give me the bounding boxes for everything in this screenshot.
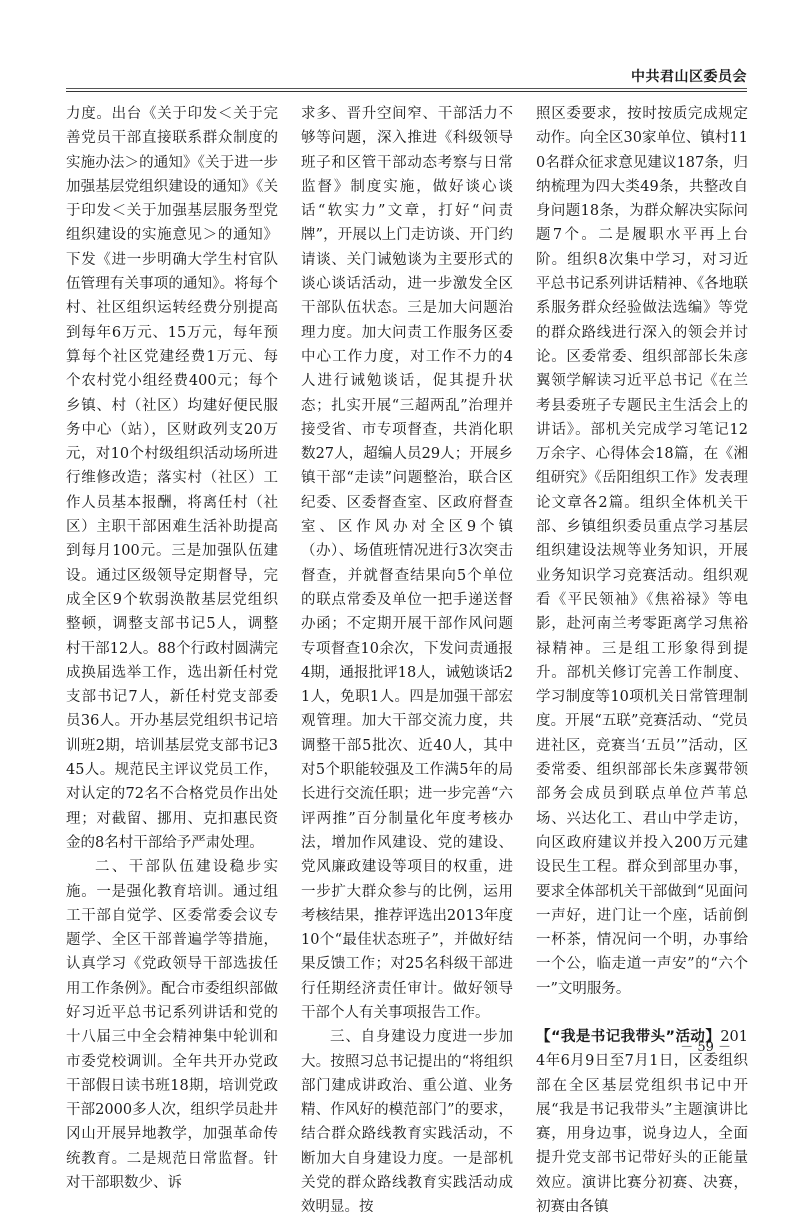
column-2 <box>301 102 513 1216</box>
paragraph: 照区委要求，按时按质完成规定动作。向全区30家单位、镇村110名群众征求意见建议187条，归纳梳理为四大类49条，共整改自身问题18条，为群众解决实际问题7个。二是履职水平再上台阶。组织8次集中学习，对习近平总书记系列讲话精神、《各地联系服务群众经验做法选编》等党的群众路线进行深入的领会并讨论。区委常委、组织部部长朱彦翼领学解读习近平总书记《在兰考县委班子专题民主生活会上的讲话》。部机关完成学习笔记12万余字、心得体会18篇，在《湘组研究》《岳阳组织工作》发表理论文章各2篇。组织全体机关干部、乡镇组织委员重点学习基层组织建设法规等业务知识，开展业务知识学习竞赛活动。组织观看《平民领袖》《焦裕禄》等电影，赴河南兰考零距离学习焦裕禄精神。三是组工形象得到提升。部机关修订完善工作制度、学习制度等10项机关日常管理制度。开展“五联”竞赛活动、“党员进社区，竞赛当‘五员’”活动，区委常委、组织部部长朱彦翼带领部务会成员到联点单位芦苇总场、兴达化工、君山中学走访，向区政府建议并投入200万元建设民生工程。群众到部里办事，要求全体部机关干部做到“见面问一声好，进门让一个座，话前倒一杯茶，情况问一个明，办事给一个公，临走道一声安”的“六个一”文明服务。 <box>536 106 748 997</box>
column-1 <box>66 102 278 1192</box>
section-heading: 【“我是书记我带头”活动】 <box>536 1028 721 1045</box>
paragraph: 二、干部队伍建设稳步实施。一是强化教育培训。通过组工干部自觉学、区委常委会议专题学、全区干部普遍学等措施，认真学习《党政领导干部选拔任用工作条例》。配合市委组织部做好习近平总书记系列讲话和党的十八届三中全会精神集中轮训和市委党校调训。全年共开办党政干部假日读书班18期，培训党政干部2000多人次，组织学员赴井冈山开展异地教学，加强革命传统教育。二是规范日常监督。针对干部职数少、诉 <box>66 859 278 1192</box>
header-thin-rule <box>66 88 747 89</box>
running-header <box>66 62 747 92</box>
header-rule <box>66 91 747 92</box>
paragraph: 三、自身建设力度进一步加大。按照习总书记提出的“将组织部门建成讲政治、重公道、业务精、作风好的模范部门”的要求，结合群众路线教育实践活动，不断加大自身建设力度。一是部机关党的群众路线教育实践活动成效明显。按 <box>301 1029 513 1216</box>
paragraph: 求多、晋升空间窄、干部活力不够等问题，深入推进《科级领导班子和区管干部动态考察与日常监督》制度实施，做好谈心谈话“软实力”文章，打好“问责牌”，开展以上门走访谈、开门约请谈、关门诫勉谈为主要形式的谈心谈话活动，进一步激发全区干部队伍状态。三是加大问题治理力度。加大问责工作服务区委中心工作力度，对工作不力的4人进行诫勉谈话，促其提升状态；扎实开展“三超两乱”治理并接受省、市专项督查，共消化职数27人，超编人员29人；开展乡镇干部“走读”问题整治，联合区纪委、区委督查室、区政府督查室、区作风办对全区9个镇（办）、场值班情况进行3次突击督查，并就督查结果向5个单位的联点常委及单位一把手递送督办函；不定期开展干部作风问题专项督查10余次，下发问责通报4期，通报批评18人，诫勉谈话21人，免职1人。四是加强干部宏观管理。加大干部交流力度，共调整干部5批次、近40人，其中对5个职能较强及工作满5年的局长进行交流任职；进一步完善“六评两推”百分制量化年度考核办法，增加作风建设、党的建设、党风廉政建设等项目的权重，进一步扩大群众参与的比例，运用考核结果，推荐评选出2013年度10个“最佳状态班子”，并做好结果反馈工作；对25名科级干部进行任期经济责任审计。做好领导干部个人有关事项报告工作。 <box>301 106 513 1021</box>
paragraph: 力度。出台《关于印发＜关于完善党员干部直接联系群众制度的实施办法＞的通知》《关于进一步加强基层党组织建设的通知》《关于印发＜关于加强基层服务型党组织建设的实施意见＞的通知》下发《进一步明确大学生村官队伍管理有关事项的通知》。将每个村、社区组织运转经费分别提高到每年6万元、15万元，每年预算每个社区党建经费1万元、每个农村党小组经费400元；每个乡镇、村（社区）均建好便民服务中心（站），区财政列支20万元，对10个村级组织活动场所进行维修改造；落实村（社区）工作人员基本报酬，将离任村（社区）主职干部困难生活补助提高到每月100元。三是加强队伍建设。通过区级领导定期督导，完成全区9个软弱涣散基层党组织整顿，调整支部书记5人，调整村干部12人。88个行政村圆满完成换届选举工作，选出新任村党支部书记7人，新任村党支部委员36人。开办基层党组织书记培训班2期，培训基层党支部书记345人。规范民主评议党员工作，对认定的72名不合格党员作出处理；对截留、挪用、克扣惠民资金的8名村干部给予严肃处理。 <box>66 106 278 851</box>
header-title: 中共君山区委员会 <box>631 69 747 85</box>
section-body: 2014年6月9日至7月1日，区委组织部在全区基层党组织书记中开展“我是书记我带头”主题演讲比赛，用身边事，说身边人，全面提升党支部书记带好头的正能量效应。演讲比赛分初赛、决赛，初赛由各镇 <box>536 1028 748 1216</box>
page-number: － 59 － <box>680 1040 731 1055</box>
